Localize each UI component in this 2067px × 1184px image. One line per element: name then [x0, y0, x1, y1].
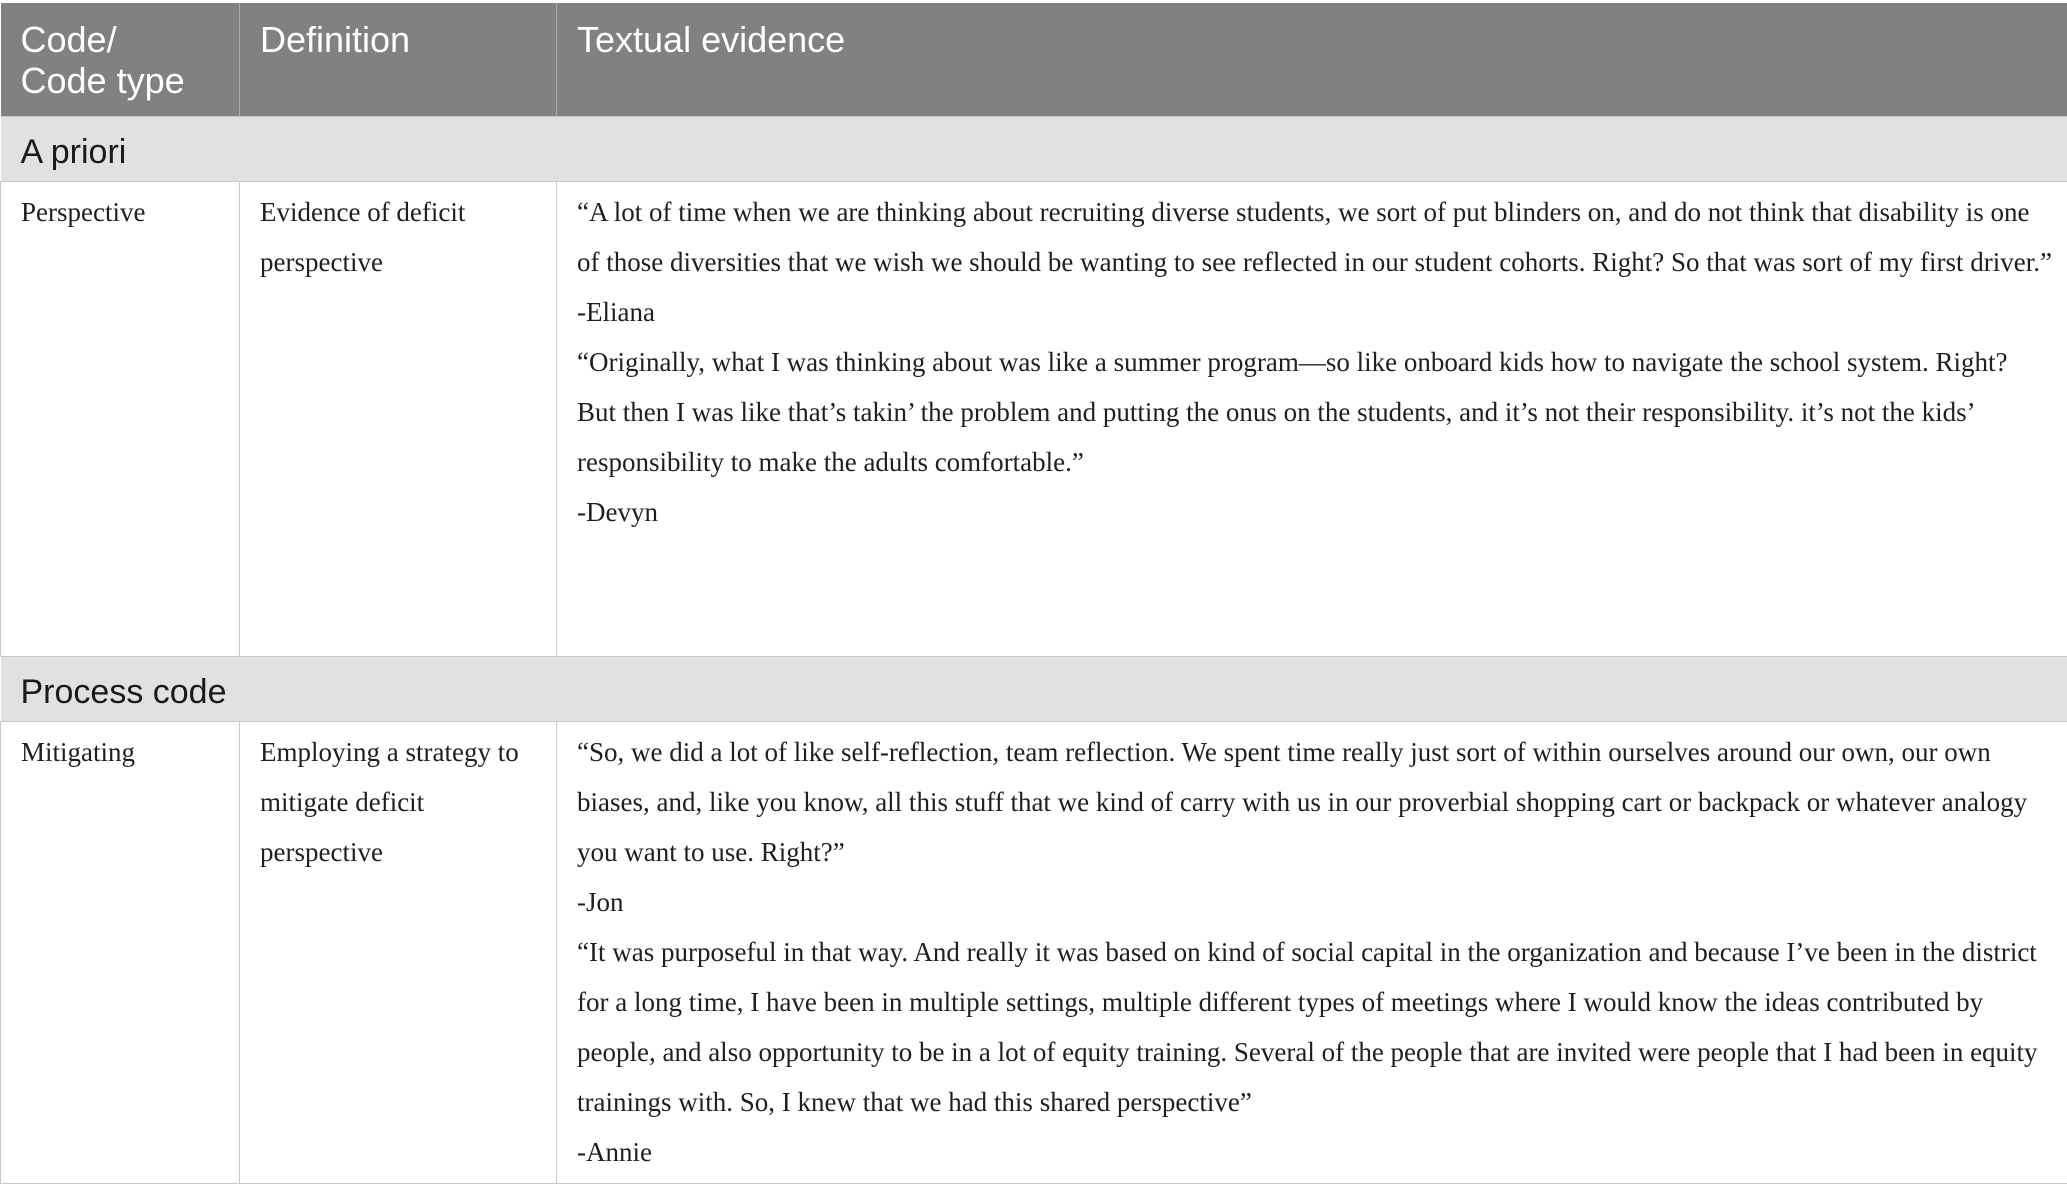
evidence-speaker: -Eliana [577, 287, 2053, 337]
table-body [1, 116, 2067, 1183]
evidence-cell [557, 721, 2067, 1183]
header-row [1, 3, 2067, 116]
evidence-cell [557, 181, 2067, 656]
code-cell: Mitigating [1, 721, 240, 1183]
evidence-quote: “Originally, what I was thinking about was like a summer program—so like onboard kids how to navigate the school system. Right? But then I was like that’s takin’ the problem and putting the onus on the students, and it’s not their responsibility. it’s not the kids’ responsibility to make the adults comfortable.” [577, 337, 2053, 487]
table-header [1, 3, 2067, 116]
evidence-quote: “It was purposeful in that way. And really it was based on kind of social capital in the organization and because I’ve been in the district for a long time, I have been in multiple settings, multiple different types of meetings where I would know the ideas contributed by people, and also opportunity to be in a lot of equity training. Several of the people that are invited were people that I had been in equity trainings with. So, I knew that we had this shared perspective” [577, 927, 2053, 1127]
evidence-quote: “So, we did a lot of like self-reflection, team reflection. We spent time really just sort of within ourselves around our own, our own biases, and, like you know, all this stuff that we kind of carry with us in our proverbial shopping cart or backpack or whatever analogy you want to use. Right?” [577, 727, 2053, 877]
evidence-speaker: -Annie [577, 1127, 2053, 1177]
definition-cell: Evidence of deficit perspective [240, 181, 557, 656]
section-row-a-priori [1, 116, 2067, 181]
header-code [1, 3, 240, 116]
table-row [1, 721, 2067, 1183]
definition-cell: Employing a strategy to mitigate deficit perspective [240, 721, 557, 1183]
code-cell: Perspective [1, 181, 240, 656]
section-label: Process code [1, 656, 2067, 721]
header-evidence: Textual evidence [557, 3, 2067, 116]
header-code-line1: Code/ [21, 19, 220, 60]
section-label: A priori [1, 116, 2067, 181]
evidence-quote: “A lot of time when we are thinking about recruiting diverse students, we sort of put blinders on, and do not think that disability is one of those diversities that we wish we should be wanting to see reflected in our student cohorts. Right? So that was sort of my first driver.” [577, 187, 2053, 287]
header-definition: Definition [240, 3, 557, 116]
coding-table [0, 3, 2067, 1184]
table-row [1, 181, 2067, 656]
header-code-line2: Code type [21, 60, 220, 101]
evidence-speaker: -Jon [577, 877, 2053, 927]
evidence-speaker: -Devyn [577, 487, 2053, 537]
section-row-process-code [1, 656, 2067, 721]
